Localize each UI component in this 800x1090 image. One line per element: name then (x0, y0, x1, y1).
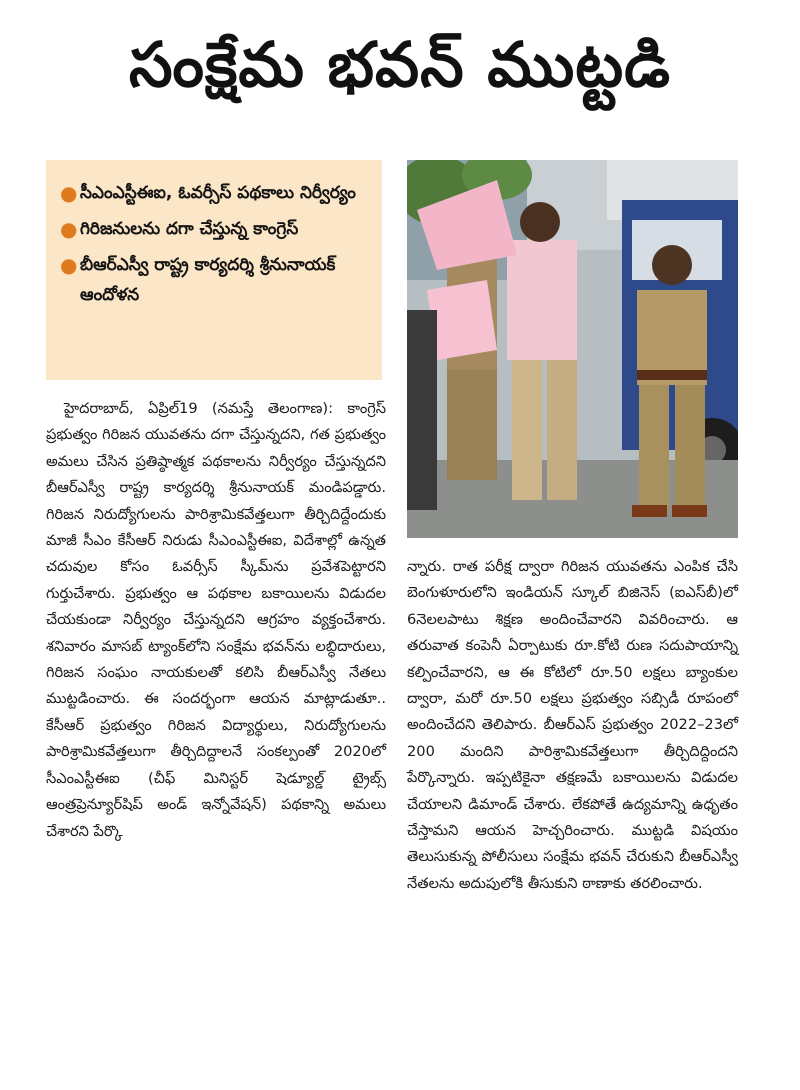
article-text: హైదరాబాద్, ఏప్రిల్19 (నమస్తే తెలంగాణ): కాంగ్రెస్ ప్రభుత్వం గిరిజన యువతను దగా చేస్తున్నదని, గత ప్రభుత్వం అమలు చేసిన ప్రతిష్ఠాత్మక పథకాలను నిర్వీర్యం చేస్తున్నదని బీఆర్ఎస్వీ రాష్ట్ర కార్యదర్శి శ్రీనునాయక్ మండిపడ్డారు. గిరిజన నిరుద్యోగులను పారిశ్రామికవేత్తలుగా తీర్చిదిద్దేందుకు మాజీ సీఎం కేసీఆర్ నిరుడు సీఎంఎస్టీఈఐ, విదేశాల్లో ఉన్నత చదువుల కోసం ఓవర్సీస్ స్కీమ్‌ను ప్రవేశపెట్టారని గుర్తుచేశారు. ప్రభుత్వం ఆ పథకాల బకాయిలను విడుదల చేయకుండా నిర్వీర్యం చేస్తున్నదని ఆగ్రహం వ్యక్తంచేశారు. శనివారం మాసబ్ ట్యాంక్‌లోని సంక్షేమ భవన్‌ను లబ్ధిదారులు, గిరిజన సంఘం నాయకులతో కలిసి బీఆర్ఎస్వీ నేతలు ముట్టడించారు. ఈ సందర్భంగా ఆయన మాట్లాడుతూ.. కేసీఆర్ ప్రభుత్వం గిరిజన విద్యార్థులు, నిరుద్యోగులను పారిశ్రామికవేత్తలుగా తీర్చిదిద్దాలనే సంకల్పంతో 2020లో సీఎంఎస్టీఈఐ (చీఫ్ మినిస్టర్ షెడ్యూల్డ్ ట్రైబ్స్ ఆంత్రప్రెన్యూర్‌షిప్ అండ్ ఇన్నోవేషన్) పథకాన్ని అమలు చేశారని పేర్కొ (46, 400, 386, 840)
highlight-text: బీఆర్ఎస్వీ రాష్ట్ర కార్యదర్శి శ్రీనునాయక్ ఆందోళన (80, 255, 336, 305)
bullet-icon: ● (60, 253, 78, 277)
highlight-text: గిరిజనులను దగా చేస్తున్న కాంగ్రెస్ (80, 219, 299, 239)
highlight-item (58, 250, 372, 310)
article-column-left (46, 396, 386, 845)
highlights-box (46, 160, 382, 380)
highlight-text: సీఎంఎస్టీఈఐ, ఓవర్సీస్ పథకాలు నిర్వీర్యం (80, 183, 356, 203)
headline: సంక్షేమ భవన్ ముట్టడి (129, 28, 671, 101)
bullet-icon: ● (60, 217, 78, 241)
highlight-item (58, 178, 372, 208)
highlight-item (58, 214, 372, 244)
article-column-right (407, 554, 738, 897)
bullet-icon: ● (60, 181, 78, 205)
news-photo (407, 160, 738, 538)
article-text: న్నారు. రాత పరీక్ష ద్వారా గిరిజన యువతను ఎంపిక చేసి బెంగుళూరులోని ఇండియన్ స్కూల్ బిజినెస్ (ఐఎస్‌బీ)లో 6నెలలపాటు శిక్షణ అందించేవారని వివరించారు. ఆ తరువాత కంపెనీ ఏర్పాటుకు రూ.కోటి రుణ సదుపాయాన్ని కల్పించేవారని, ఆ ఈ కోటిలో రూ.50 లక్షలు బ్యాంకుల ద్వారా, మరో రూ.50 లక్షలు ప్రభుత్వం సబ్సిడీ రూపంలో అందించేదని తెలిపారు. బీఆర్ఎస్ ప్రభుత్వం 2022–23లో 200 మందిని పారిశ్రామికవేత్తలుగా తీర్చిదిద్దిందని పేర్కొన్నారు. ఇప్పటికైనా తక్షణమే బకాయిలను విడుదల చేయాలని డిమాండ్ చేశారు. లేకపోతే ఉద్యమాన్ని ఉధృతం చేస్తామని ఆయన హెచ్చరించారు. ముట్టడి విషయం తెలుసుకున్న పోలీసులు సంక్షేమ భవన్ చేరుకుని బీఆర్ఎస్వీ నేతలను అదుపులోకి తీసుకుని ఠాణాకు తరలించారు. (407, 558, 738, 892)
